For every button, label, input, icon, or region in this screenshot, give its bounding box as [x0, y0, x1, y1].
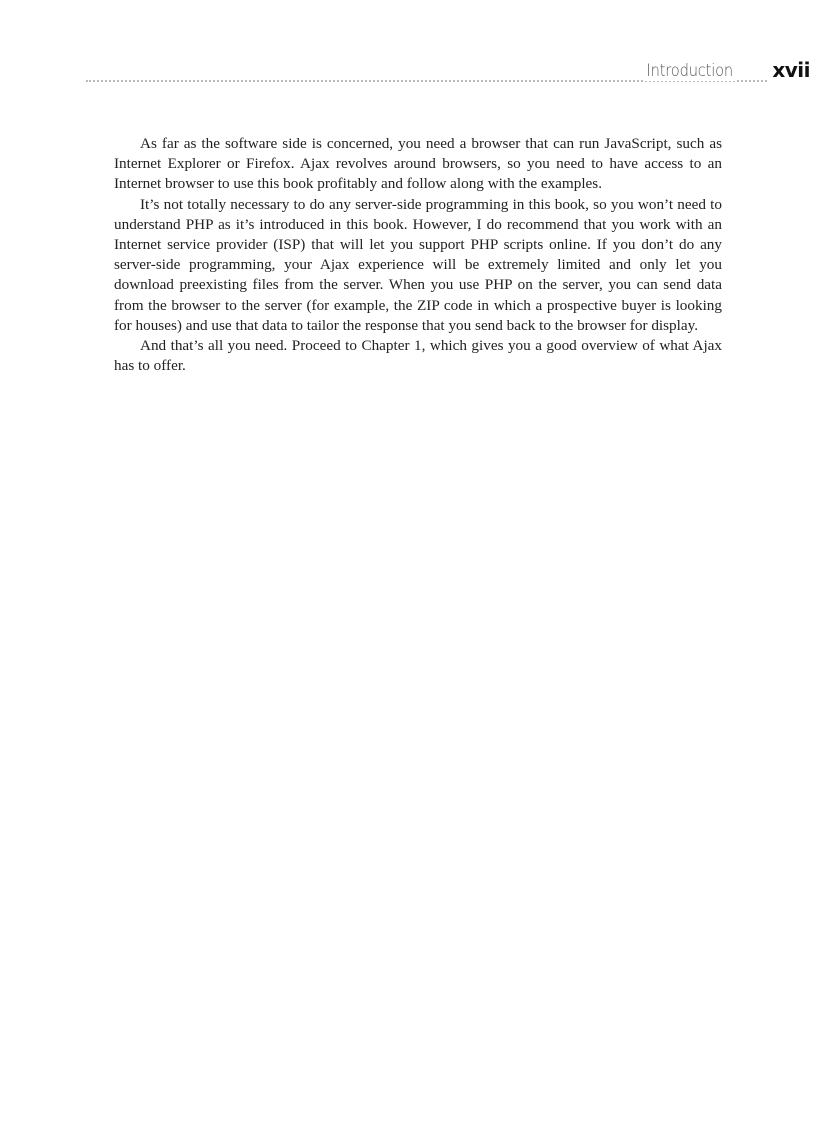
paragraph-server-side-programming: It’s not totally necessary to do any server-side programming in this book, so you won’t need to understand PHP as it’s introduced in this book. However, I do recommend that you work with an Internet service provider (ISP) that will let you support PHP scripts online. If you don’t do any server-side programming, your Ajax experience will be extremely limited and only let you download preexisting files from the server. When you use PHP on the server, you can send data from the browser to the server (for example, the ZIP code in which a prospective buyer is looking for houses) and use that data to tailor the response that you send back to the browser for display.: [114, 195, 722, 334]
section-title: Introduction: [644, 61, 736, 81]
paragraph-software-requirements: As far as the software side is concerned, you need a browser that can run JavaScript, such as Internet Explorer or Firefox. Ajax revolves around browsers, so you need to have access to an Internet browser to use this book profitably and follow along with the examples.: [114, 135, 722, 193]
paragraph-closing: And that’s all you need. Proceed to Chapter 1, which gives you a good overview of what Ajax has to offer.: [114, 337, 722, 375]
running-head: [86, 58, 810, 84]
page-number: xvii: [768, 58, 810, 82]
body-text: [114, 134, 722, 376]
